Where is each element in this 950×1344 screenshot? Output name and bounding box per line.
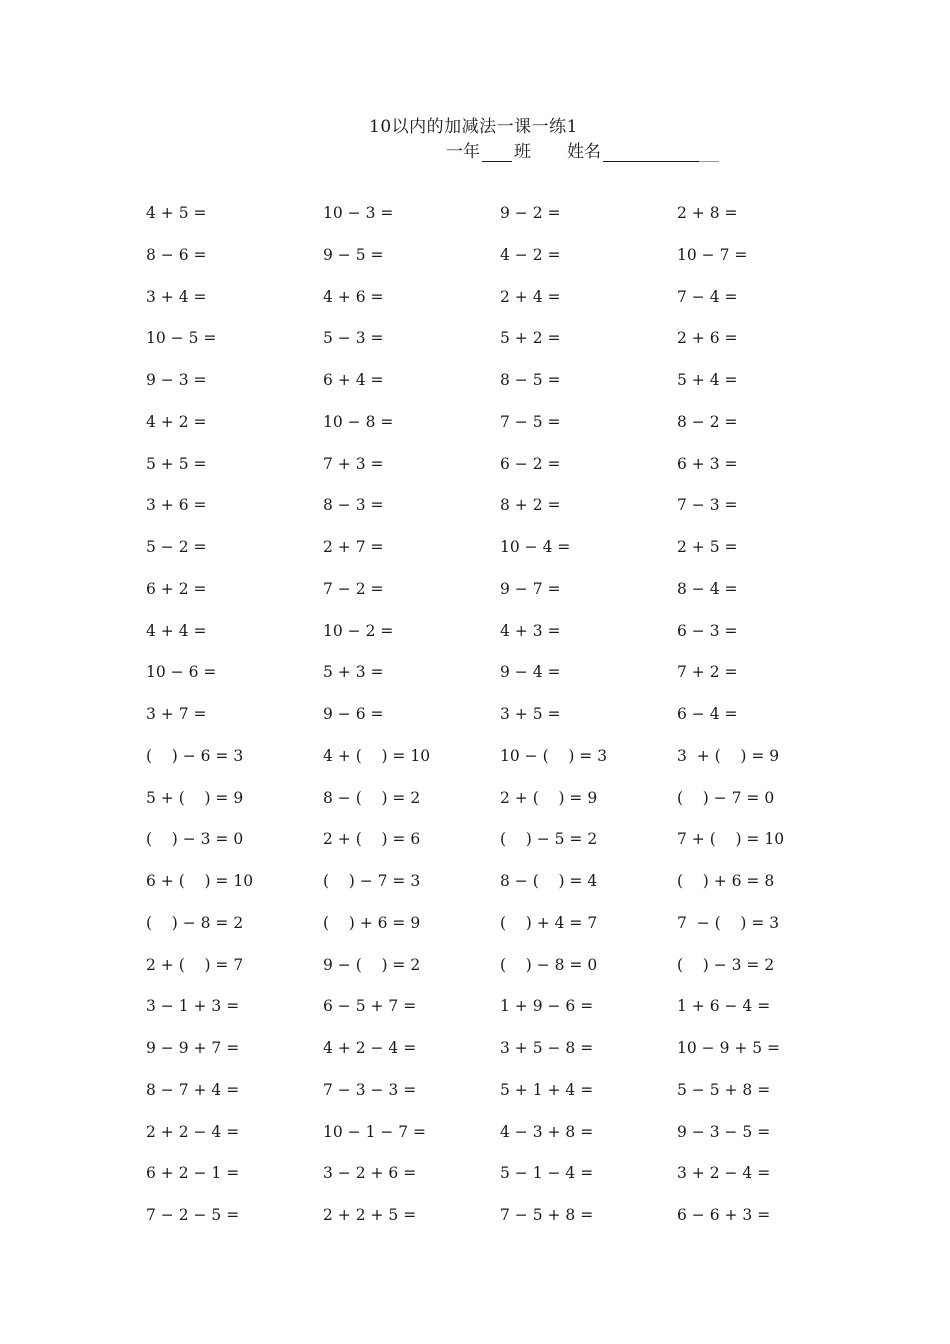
problem-cell: 6 + 2 − 1 = [146,1164,240,1183]
worksheet-title-text: 10以内的加减法一课一练1 [369,117,578,137]
student-name-blank[interactable] [603,143,699,162]
problem-cell: 3 + 5 − 8 = [500,1039,594,1057]
problem-cell: 7 + 2 = [677,663,738,682]
problem-cell: ( ) − 5 = 2 [500,830,598,849]
problem-cell: 8 − 7 + 4 = [146,1080,240,1099]
problem-cell: 8 − 4 = [677,579,738,598]
problem-cell: 10 − ( ) = 3 [500,746,608,765]
problem-cell: 5 + 3 = [323,663,384,682]
problem-cell: 7 − 2 − 5 = [146,1206,240,1224]
problem-cell: 7 − 3 − 3 = [323,1080,417,1099]
problem-cell: 9 − 5 = [323,245,384,264]
problem-cell: 7 − 5 + 8 = [500,1206,594,1224]
problem-cell: 8 − 3 = [323,496,384,515]
problem-cell: 6 + 4 = [323,371,384,389]
problem-cell: 4 + 5 = [146,204,207,222]
problem-cell: 7 − ( ) = 3 [677,913,780,932]
problem-cell: 2 + 6 = [677,329,738,348]
problem-cell: 9 − 9 + 7 = [146,1039,240,1057]
problem-cell: 8 − ( ) = 2 [323,788,421,807]
problem-cell: ( ) − 7 = 3 [323,872,421,890]
problem-cell: 6 + ( ) = 10 [146,872,254,890]
problem-cell: 2 + 2 + 5 = [323,1206,417,1224]
problem-cell: 2 + 2 − 4 = [146,1122,240,1141]
problem-cell: 7 + 3 = [323,454,384,473]
problem-cell: 8 − 2 = [677,412,738,431]
problem-cell: 1 + 9 − 6 = [500,997,594,1016]
problem-cell: 10 − 2 = [323,621,394,640]
problem-cell: 5 − 3 = [323,329,384,348]
problem-cell: 5 + ( ) = 9 [146,788,244,807]
problem-cell: 7 − 2 = [323,579,384,598]
problem-cell: 10 − 4 = [500,538,571,556]
problem-cell: ( ) + 6 = 8 [677,872,775,890]
problem-cell: 6 − 6 + 3 = [677,1206,771,1224]
problem-cell: 4 − 2 = [500,245,561,264]
problem-cell: ( ) − 8 = 0 [500,955,598,974]
problem-cell: 6 − 4 = [677,705,738,723]
problem-cell: ( ) − 7 = 0 [677,788,775,807]
problem-cell: 9 − 2 = [500,204,561,222]
problem-cell: 10 − 5 = [146,329,217,348]
problem-cell: 7 + ( ) = 10 [677,830,785,849]
problem-cell: 5 + 4 = [677,371,738,389]
problem-cell: 7 − 4 = [677,287,738,306]
problem-cell: 4 + 6 = [323,287,384,306]
problem-cell: ( ) − 6 = 3 [146,746,244,765]
problem-cell: 6 − 5 + 7 = [323,997,417,1016]
problem-grid [146,202,826,1246]
problem-cell: 3 + 7 = [146,705,207,723]
problem-cell: 8 − ( ) = 4 [500,872,598,890]
problem-cell: 2 + ( ) = 7 [146,955,244,974]
problem-cell: 6 + 2 = [146,579,207,598]
problem-cell: 6 − 3 = [677,621,738,640]
problem-cell: 9 − 3 − 5 = [677,1122,771,1141]
problem-cell: 2 + 5 = [677,538,738,556]
problem-cell: 10 − 3 = [323,204,394,222]
problem-cell: 4 + 2 = [146,412,207,431]
problem-cell: 2 + ( ) = 6 [323,830,421,849]
problem-cell: 9 − 3 = [146,371,207,389]
problem-cell: 3 + ( ) = 9 [677,746,780,765]
problem-cell: 6 + 3 = [677,454,738,473]
problem-cell: 2 + 4 = [500,287,561,306]
problem-cell: 3 + 4 = [146,287,207,306]
problem-cell: 3 + 5 = [500,705,561,723]
class-label: 班 [514,142,531,162]
problem-cell: 4 + 2 − 4 = [323,1039,417,1057]
problem-cell: 3 − 2 + 6 = [323,1164,417,1183]
problem-cell: 2 + 7 = [323,538,384,556]
problem-cell: 3 + 2 − 4 = [677,1164,771,1183]
problem-cell: 3 + 6 = [146,496,207,515]
problem-cell: 8 − 6 = [146,245,207,264]
problem-cell: 1 + 6 − 4 = [677,997,771,1016]
problem-cell: ( ) + 6 = 9 [323,913,421,932]
problem-cell: 7 − 5 = [500,412,561,431]
problem-cell: ( ) − 3 = 0 [146,830,244,849]
problem-cell: 9 − 6 = [323,705,384,723]
problem-cell: 2 + ( ) = 9 [500,788,598,807]
problem-cell: 5 − 5 + 8 = [677,1080,771,1099]
problem-cell: 4 + ( ) = 10 [323,746,431,765]
problem-cell: 7 − 3 = [677,496,738,515]
problem-cell: ( ) + 4 = 7 [500,913,598,932]
problem-cell: 5 + 2 = [500,329,561,348]
problem-cell: 5 − 2 = [146,538,207,556]
class-number-blank[interactable] [482,143,512,162]
problem-cell: 4 + 4 = [146,621,207,640]
problem-cell: 5 + 5 = [146,454,207,473]
name-label: 姓名 [567,142,601,162]
grade-prefix: 一年 [446,142,480,162]
problem-cell: 9 − 4 = [500,663,561,682]
problem-cell: ( ) − 3 = 2 [677,955,775,974]
problem-cell: 10 − 8 = [323,412,394,431]
problem-cell: 5 − 1 − 4 = [500,1164,594,1183]
problem-cell: 4 + 3 = [500,621,561,640]
student-name-blank-tail [699,143,719,162]
problem-cell: 3 − 1 + 3 = [146,997,240,1016]
problem-cell: 6 − 2 = [500,454,561,473]
problem-cell: 5 + 1 + 4 = [500,1080,594,1099]
problem-cell: 10 − 6 = [146,663,217,682]
student-info-line [446,137,719,162]
problem-cell: 10 − 7 = [677,245,748,264]
problem-cell: 10 − 1 − 7 = [323,1122,427,1141]
problem-cell: 8 − 5 = [500,371,561,389]
problem-cell: 10 − 9 + 5 = [677,1039,781,1057]
problem-cell: 8 + 2 = [500,496,561,515]
problem-cell: 9 − 7 = [500,579,561,598]
problem-cell: 9 − ( ) = 2 [323,955,421,974]
worksheet-title [0,112,950,137]
problem-cell: 2 + 8 = [677,204,738,222]
problem-cell: 4 − 3 + 8 = [500,1122,594,1141]
problem-cell: ( ) − 8 = 2 [146,913,244,932]
